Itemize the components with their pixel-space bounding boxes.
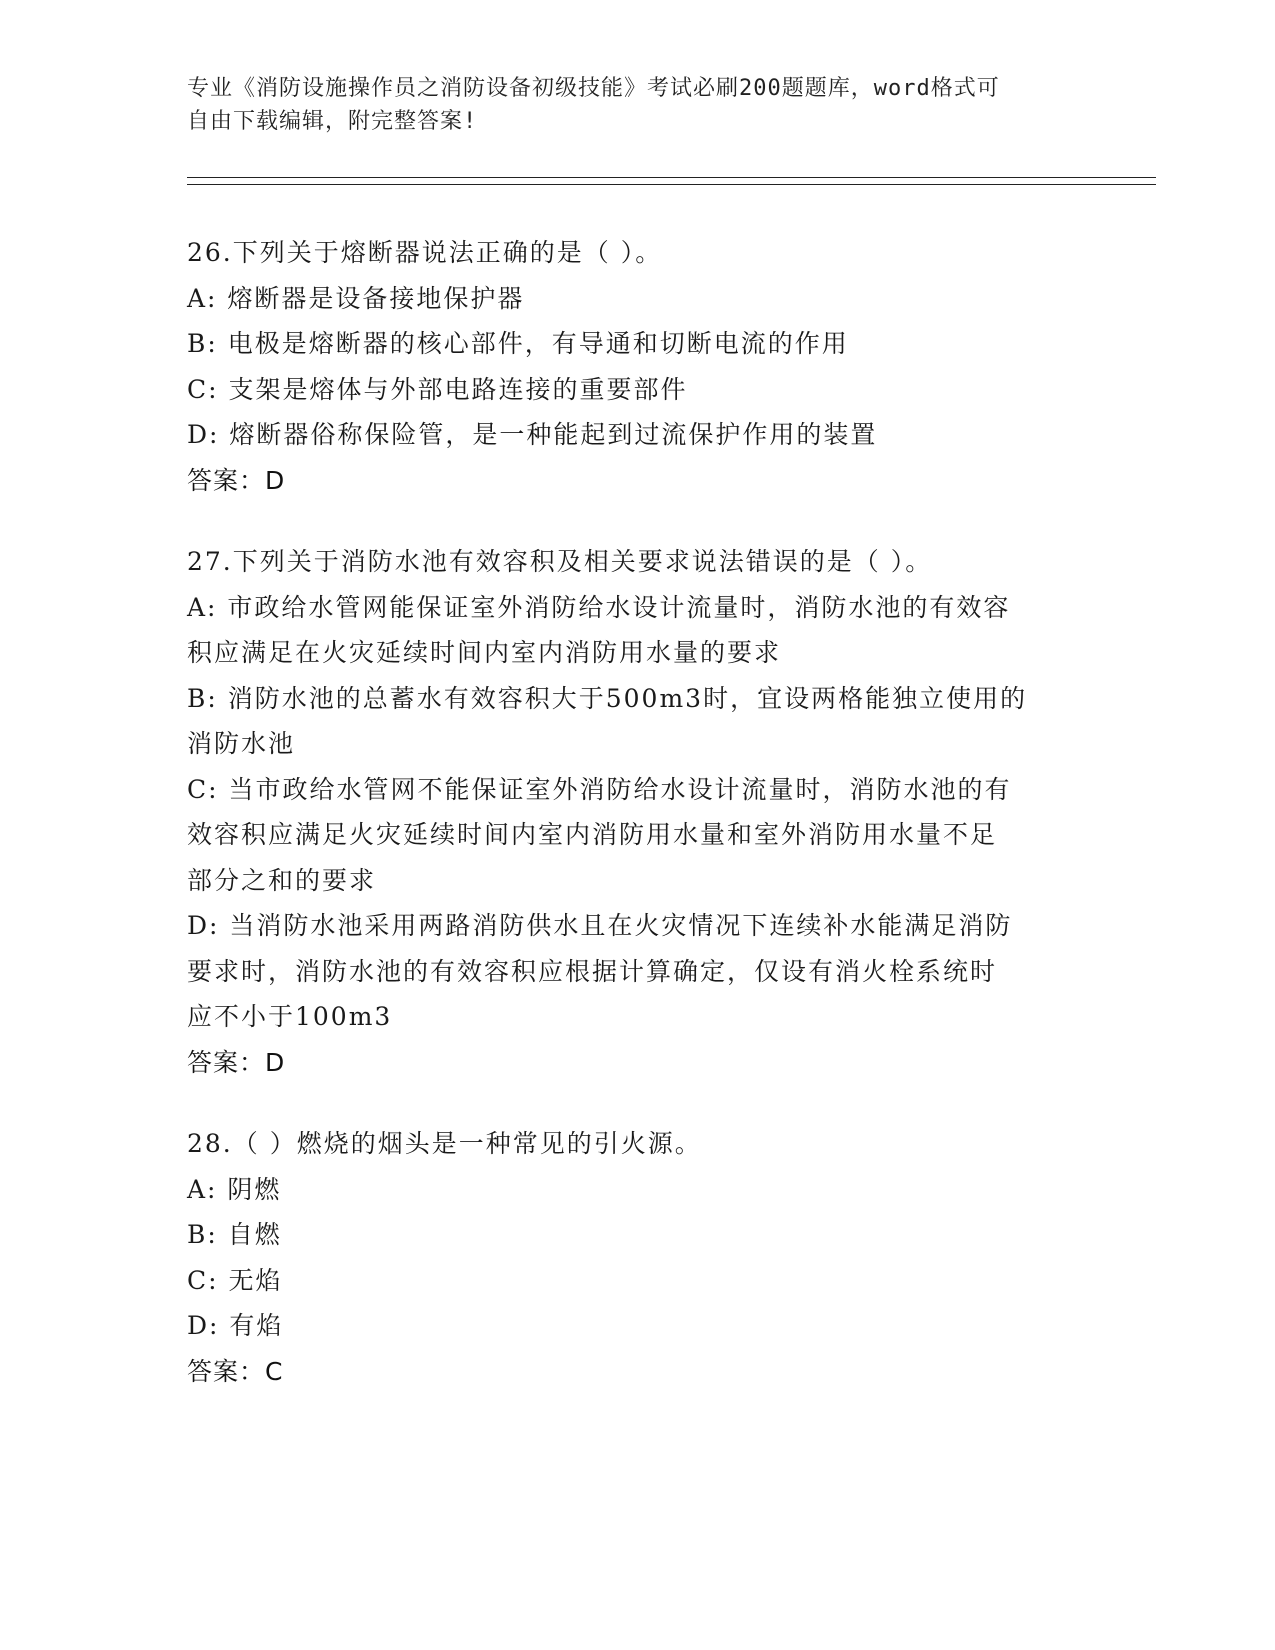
option-b: B: 自燃 [187,1220,282,1249]
option-d: D: 熔断器俗称保险管，是一种能起到过流保护作用的装置 [187,420,878,449]
option-a: A: 熔断器是设备接地保护器 [187,283,525,313]
question-27 [187,539,1087,1085]
question-stem: 27.下列关于消防水池有效容积及相关要求说法错误的是（ ）。 [187,547,933,576]
question-stem: 26.下列关于熔断器说法正确的是（ ）。 [187,238,663,267]
question-28 [187,1121,1087,1394]
option-d-continued: 要求时，消防水池的有效容积应根据计算确定，仅设有消火栓系统时 [187,956,998,986]
option-a-continued: 积应满足在火灾延续时间内室内消防用水量的要求 [187,638,782,667]
option-a: A: 市政给水管网能保证室外消防给水设计流量时，消防水池的有效容 [187,592,1011,622]
header-divider [187,177,1156,185]
option-a: A: 阴燃 [187,1174,282,1204]
question-list [187,230,1087,1430]
option-d: D: 当消防水池采用两路消防供水且在火灾情况下连续补水能满足消防 [187,911,1013,940]
option-b: B: 消防水池的总蓄水有效容积大于500m3时，宜设两格能独立使用的 [187,683,1028,713]
answer-label: 答案：D [187,465,286,495]
answer-label: 答案：D [187,1047,286,1077]
option-d-continued: 应不小于100m3 [187,1002,393,1031]
option-c-continued: 部分之和的要求 [187,865,377,895]
option-b-continued: 消防水池 [187,729,296,758]
question-26 [187,230,1087,503]
option-c: C: 当市政给水管网不能保证室外消防给水设计流量时，消防水池的有 [187,774,1012,804]
option-c-continued: 效容积应满足火灾延续时间内室内消防用水量和室外消防用水量不足 [187,820,998,849]
question-stem: 28.（ ）燃烧的烟头是一种常见的引火源。 [187,1129,702,1158]
header-title-line-2: 自由下载编辑，附完整答案! [187,109,478,134]
option-d: D: 有焰 [187,1311,284,1340]
header-title-line-1: 专业《消防设施操作员之消防设备初级技能》考试必刷200题题库，word格式可 [187,76,1000,101]
option-b: B: 电极是熔断器的核心部件，有导通和切断电流的作用 [187,329,849,358]
answer-label: 答案：C [187,1356,284,1386]
option-c: C: 支架是熔体与外部电路连接的重要部件 [187,374,688,404]
page-header [187,72,1087,138]
option-c: C: 无焰 [187,1265,283,1295]
